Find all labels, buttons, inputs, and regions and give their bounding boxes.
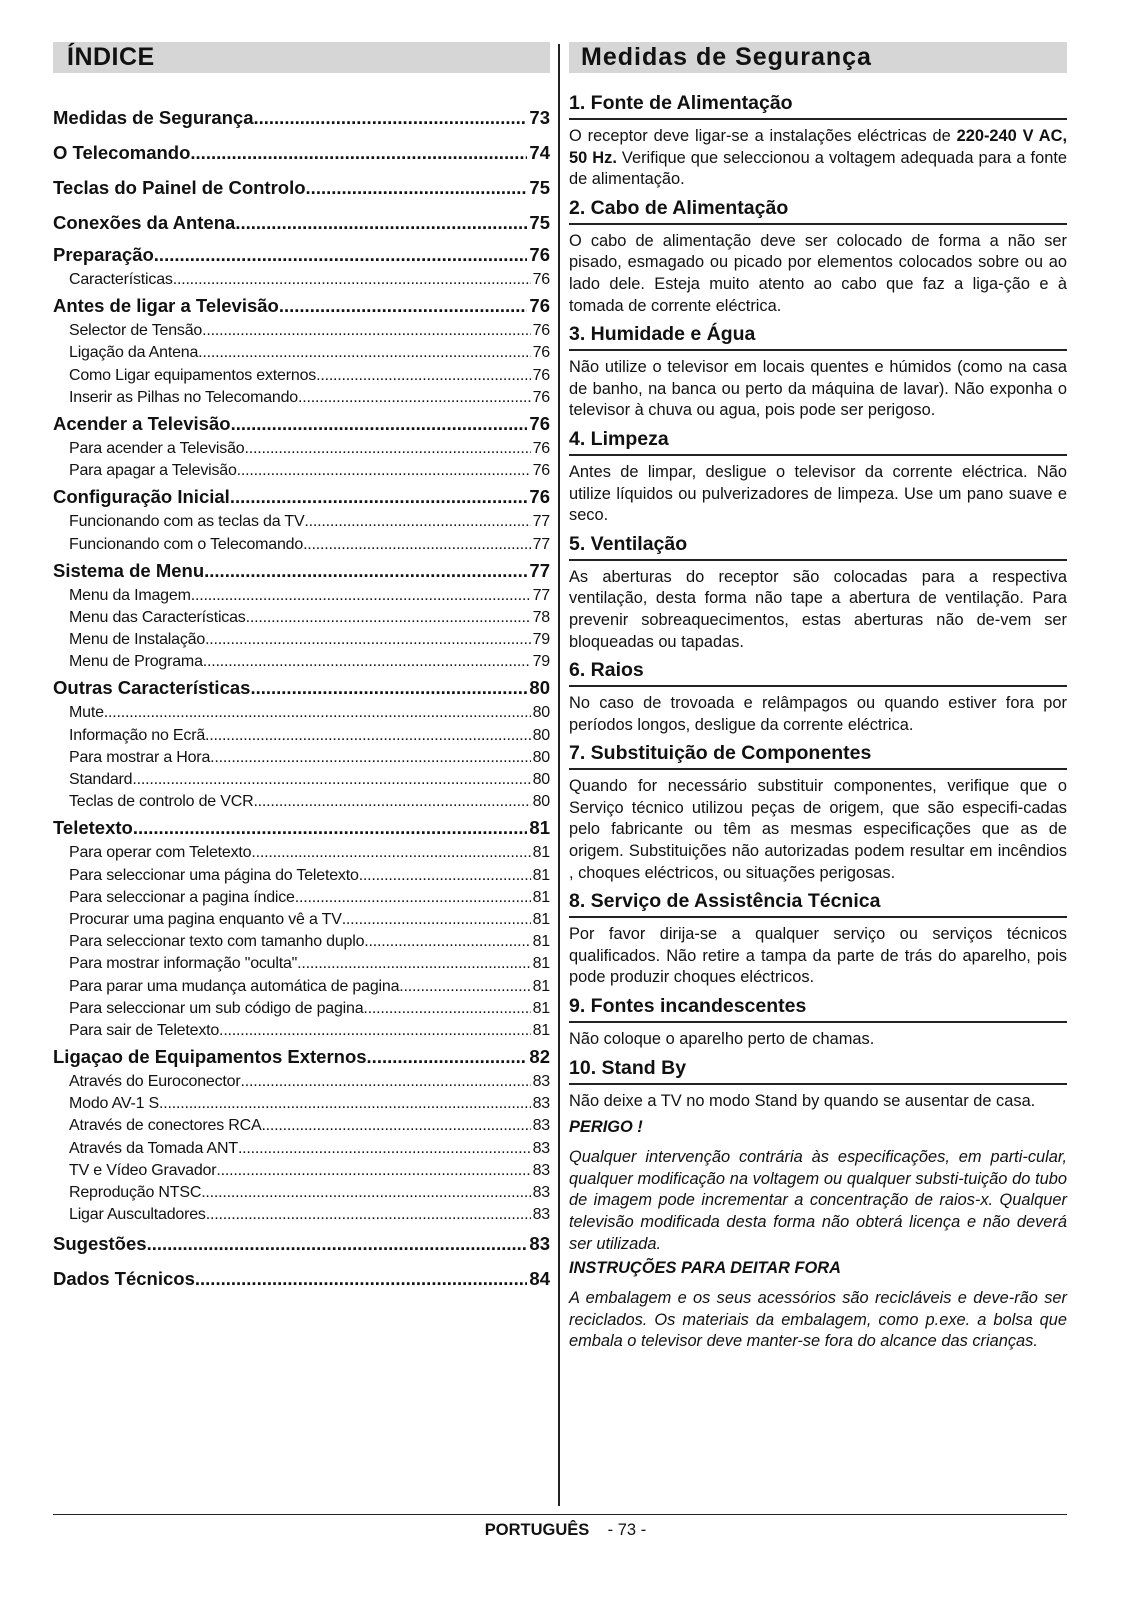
toc-label: Teletexto [53,817,133,839]
toc-subentry [53,607,550,629]
toc-label: Para sair de Teletexto. [69,1021,224,1039]
toc-page: 81 [532,933,550,951]
toc-subentry [53,438,550,460]
toc-label: Mute [69,704,104,722]
toc-leader [205,725,531,747]
section-text [569,462,1067,527]
toc-entry [53,673,550,702]
toc-page: 77 [532,535,550,553]
toc-subentry [53,629,550,651]
toc-leader [279,291,528,320]
toc-page: 81 [532,888,550,906]
toc-label: Menu das Características [69,608,246,626]
section-text [569,776,1067,884]
column-divider [558,44,560,1506]
toc-page: 77 [529,559,550,581]
toc-leader [147,1226,528,1261]
toc-subentry [53,998,550,1020]
toc-label: TV e Vídeo Gravador [69,1161,217,1179]
toc-subentry [53,976,550,998]
toc-leader [367,1042,528,1071]
safety-column [569,42,1067,1357]
toc-leader [342,909,531,931]
toc-leader [399,976,530,998]
toc-label: Funcionando com as teclas da TV [69,513,305,531]
toc-subentry [53,931,550,953]
toc-subentry [53,1182,550,1204]
toc-page: 80 [532,793,550,811]
toc-label: Para seleccionar um sub código de pagina. [69,999,368,1017]
toc-label: Para seleccionar a pagina índice [69,888,295,906]
toc-subentry [53,702,550,724]
toc-subentry [53,747,550,769]
toc-label: Selector de Tensão [69,322,203,340]
toc-subentry [53,269,550,291]
section-heading: 2. Cabo de Alimentação [569,197,1067,225]
section-text-part: Não utilize o televisor em locais quentes e húmidos (como na casa de banho, na banca ou perto da máquina de lavar). Não exponha o televisor à chuva ou agua, pois pode ser perigoso. [569,358,1067,420]
toc-subentry [53,365,550,387]
toc-subentry [53,791,550,813]
toc-label: Sistema de Menu [53,559,205,581]
toc-leader [251,842,530,864]
disposal-text: A embalagem e os seus acessórios são recicláveis e deve-rão ser reciclados. Os materiais da embalagem, como p.exe. a bolsa que embala o televisor deve manter-se fora do alcance das crianças. [569,1289,1067,1351]
toc-entry [53,1042,550,1071]
toc-leader [198,342,530,364]
toc-leader [303,534,531,556]
toc-subentry [53,585,550,607]
toc-leader [206,1204,531,1226]
toc-label: Conexões da Antena [53,212,236,233]
toc-page: 76 [532,388,550,406]
toc-page: 81 [532,1021,550,1039]
section-heading: 1. Fonte de Alimentação [569,92,1067,120]
toc-label: Para operar com Teletexto [69,844,252,862]
toc-subentry [53,769,550,791]
toc-page: 76 [532,439,550,457]
toc-entry [53,1226,550,1261]
toc-label: Características [69,271,173,288]
toc-leader [133,813,528,842]
index-column [53,42,550,1296]
toc-page: 81 [532,977,550,995]
footer-page-number: - 73 - [607,1521,647,1539]
section-text [569,567,1067,653]
toc-page: 77 [532,586,550,604]
toc-subentry [53,534,550,556]
danger-text: Qualquer intervenção contrária às especificações, em parti-cular, qualquer modificação na voltagem ou qualquer substi-tuição do tubo de imagem pode incrementar a concentração de raios-x. Qualquer televisão modificada desta forma não obterá licença e não deverá ser utilizada. [569,1148,1067,1253]
toc-label: Menu da Imagem [69,586,191,604]
toc-leader [132,769,530,791]
toc-page: 80 [532,704,550,722]
toc-label: Preparação [53,244,154,265]
toc-page: 81 [532,955,550,973]
section-heading: 7. Substituição de Componentes [569,742,1067,770]
toc-label: Sugestões [53,1233,147,1255]
toc-label: Dados Técnicos [53,1268,195,1290]
section-text [569,1091,1067,1113]
toc-page: 83 [532,1161,550,1179]
toc-entry [53,813,550,842]
toc-leader [306,170,528,205]
toc-leader [202,320,531,342]
toc-leader [205,629,531,651]
toc-label: Teclas do Painel de Controlo [53,177,306,198]
toc-label: Informação no Ecrã [69,726,206,744]
section-text [569,357,1067,422]
toc-page: 78 [532,608,550,626]
toc-leader [154,240,528,269]
toc-subentry [53,511,550,533]
toc-page: 84 [529,1268,550,1290]
toc-leader [223,1020,530,1042]
toc-subentry [53,342,550,364]
toc-page: 76 [532,344,550,362]
footer-rule [53,1514,1067,1515]
toc-label: Para mostrar informação "oculta" [69,955,298,973]
toc-leader [231,409,528,438]
toc-leader [297,953,530,975]
toc-page: 81 [532,844,550,862]
toc-leader [261,1115,530,1137]
toc-label: Reprodução NTSC [69,1184,202,1201]
toc-leader [368,998,531,1020]
section-heading: 9. Fontes incandescentes [569,995,1067,1023]
toc-label: Para seleccionar uma página do Teletexto [69,866,359,884]
index-title: ÍNDICE [53,42,550,73]
toc-label: Menu de Programa [69,653,203,671]
toc-subentry [53,842,550,864]
toc-label: Standard [69,771,133,788]
toc-page: 80 [529,677,550,699]
toc-page: 76 [529,244,550,265]
toc-page: 80 [532,726,550,744]
toc-label: Teclas de controlo de VCR [69,793,254,811]
toc-label: Procurar uma pagina enquanto vê a TV [69,910,342,928]
toc-label: Configuração Inicial [53,486,230,508]
toc-entry [53,100,550,135]
toc-page: 79 [532,653,550,671]
toc-leader [230,482,528,511]
section-heading: 4. Limpeza [569,428,1067,456]
toc-subentry [53,725,550,747]
toc-leader [253,100,527,135]
toc-entry [53,291,550,320]
toc-label: Antes de ligar a Televisão [53,295,279,317]
toc-leader [204,556,527,585]
section-text-part: Por favor dirija-se a qualquer serviço ou serviços técnicos qualificados. Não retire a tampa da parte de trás do aparelho, pois pode produzir choques eléctricos. [569,925,1067,987]
toc-subentry [53,887,550,909]
toc-label: Ligação da Antena [69,344,199,362]
toc-leader [237,460,531,482]
toc-subentry [53,1093,550,1115]
toc-leader [195,1261,528,1296]
toc-page: 81 [532,910,550,928]
toc-subentry [53,1071,550,1093]
toc-leader [201,1182,530,1204]
toc-label: Outras Características [53,677,251,699]
toc-page: 76 [532,366,550,384]
table-of-contents [53,100,550,1296]
section-heading: 3. Humidade e Água [569,323,1067,351]
section-text [569,231,1067,317]
toc-label: Ligar Auscultadores [69,1206,206,1224]
toc-entry [53,556,550,585]
toc-leader [369,931,531,953]
toc-leader [250,673,527,702]
toc-page: 83 [532,1184,550,1201]
toc-page: 76 [532,271,550,288]
toc-leader [241,1071,531,1093]
disposal-title: INSTRUÇÕES PARA DEITAR FORA [569,1259,841,1278]
toc-subentry [53,1204,550,1226]
toc-leader [253,791,530,813]
toc-label: Através de conectores RCA [69,1117,262,1135]
toc-page: 76 [529,295,550,317]
section-text-part: O cabo de alimentação deve ser colocado de forma a não ser pisado, esmagado ou picado por elementos colocados sobre ou ao lado dele. Esteja muito atento ao cabo que faz a liga-ção e à tomada de corrente eléctrica. [569,231,1067,315]
toc-leader [235,205,527,240]
toc-label: Para acender a Televisão [69,439,245,457]
toc-leader [316,365,531,387]
toc-page: 76 [532,322,550,340]
page-footer [0,1521,1131,1540]
toc-leader [246,607,531,629]
toc-page: 83 [532,1139,550,1157]
section-text [569,126,1067,191]
toc-leader [210,747,530,769]
safety-sections [569,92,1067,1112]
toc-label: Através do Euroconector [69,1073,241,1091]
toc-subentry [53,953,550,975]
section-heading: 8. Serviço de Assistência Técnica [569,890,1067,918]
section-text-part: As aberturas do receptor são colocadas para a respectiva ventilação, desta forma não tape a abertura de ventilação. Para prevenir sobreaquecimentos, estas aberturas não de-vem ser bloqueadas ou tapadas. [569,567,1067,651]
toc-page: 74 [529,142,550,163]
toc-subentry [53,1138,550,1160]
section-text-emphasis: 220-240 V AC, 50 Hz. [569,127,1068,167]
toc-label: Através da Tomada ANT [69,1139,238,1157]
toc-leader [359,865,531,887]
toc-entry [53,135,550,170]
toc-label: Acender a Televisão [53,412,231,434]
toc-label: O Telecomando [53,142,191,163]
toc-page: 81 [529,817,550,839]
section-text-part: No caso de trovoada e relâmpagos ou quando estiver fora por períodos longos, desligue da corrente eléctrica. [569,694,1067,734]
section-text [569,693,1067,736]
footer-language: PORTUGUÊS [484,1521,590,1539]
toc-page: 79 [532,631,550,649]
toc-page: 76 [532,462,550,480]
toc-label: Para seleccionar texto com tamanho duplo. [69,933,369,951]
toc-entry [53,1261,550,1296]
toc-subentry [53,909,550,931]
toc-entry [53,170,550,205]
toc-leader [295,887,531,909]
toc-page: 82 [529,1046,550,1068]
toc-subentry [53,1020,550,1042]
section-text-part: O receptor deve ligar-se a instalações eléctricas de [569,127,957,145]
toc-page: 75 [529,212,550,233]
toc-label: Ligaçao de Equipamentos Externos [53,1046,367,1068]
toc-page: 77 [532,513,550,531]
toc-page: 81 [532,999,550,1017]
danger-title: PERIGO ! [569,1118,643,1137]
toc-leader [159,1093,531,1115]
toc-label: Inserir as Pilhas no Telecomando [69,388,298,406]
toc-entry [53,205,550,240]
toc-subentry [53,1160,550,1182]
section-text [569,1029,1067,1051]
toc-label: Modo AV-1 S [69,1095,160,1113]
toc-page: 83 [532,1206,550,1224]
section-heading: 5. Ventilação [569,533,1067,561]
safety-title: Medidas de Segurança [569,42,1067,73]
toc-entry [53,240,550,269]
toc-label: Como Ligar equipamentos externos [69,366,317,384]
toc-entry [53,409,550,438]
section-text-part: Não coloque o aparelho perto de chamas. [569,1030,875,1049]
toc-page: 75 [529,177,550,198]
toc-label: Funcionando com o Telecomando [69,535,304,553]
toc-page: 80 [532,771,550,788]
toc-leader [190,135,527,170]
toc-leader [191,585,531,607]
toc-page: 76 [529,486,550,508]
toc-page: 83 [532,1117,550,1135]
toc-page: 76 [529,412,550,434]
toc-label: Medidas de Segurança [53,107,254,128]
toc-page: 81 [532,866,550,884]
toc-label: Menu de Instalação [69,631,206,649]
toc-leader [244,438,530,460]
toc-entry [53,482,550,511]
toc-page: 83 [532,1095,550,1113]
toc-subentry [53,651,550,673]
toc-subentry [53,387,550,409]
toc-leader [216,1160,530,1182]
toc-leader [203,651,531,673]
toc-label: Para mostrar a Hora [69,748,211,766]
section-text [569,924,1067,989]
section-text-part: Verifique que seleccionou a voltagem adequada para a fonte de alimentação. [569,148,1067,189]
section-text-part: Antes de limpar, desligue o televisor da corrente eléctrica. Não utilize líquidos ou pulverizadores de limpeza. Use um pano suave e seco. [569,462,1067,525]
toc-subentry [53,460,550,482]
toc-subentry [53,865,550,887]
toc-subentry [53,1115,550,1137]
toc-label: Para apagar a Televisão [69,462,237,480]
toc-label: Para parar uma mudança automática de pagina [69,977,400,995]
toc-page: 80 [532,748,550,766]
section-text-part: Quando for necessário substituir componentes, verifique que o Serviço técnico utilizou peças de origem, que são especifi-cadas pelo fabricante ou têm as mesmas especificações que as de origem. Substituições não autorizadas podem resultar em incêndios , choques eléctricos, ou situações perigosas. [569,777,1067,882]
section-text-part: Não deixe a TV no modo Stand by quando se ausentar de casa. [569,1091,1036,1110]
toc-leader [173,269,531,291]
toc-leader [298,387,531,409]
toc-page: 73 [529,107,550,128]
toc-leader [238,1138,531,1160]
section-heading: 6. Raios [569,659,1067,687]
toc-leader [104,702,531,724]
toc-leader [304,511,530,533]
toc-subentry [53,320,550,342]
toc-page: 83 [532,1073,550,1091]
toc-page: 83 [529,1233,550,1255]
section-heading: 10. Stand By [569,1057,1067,1085]
